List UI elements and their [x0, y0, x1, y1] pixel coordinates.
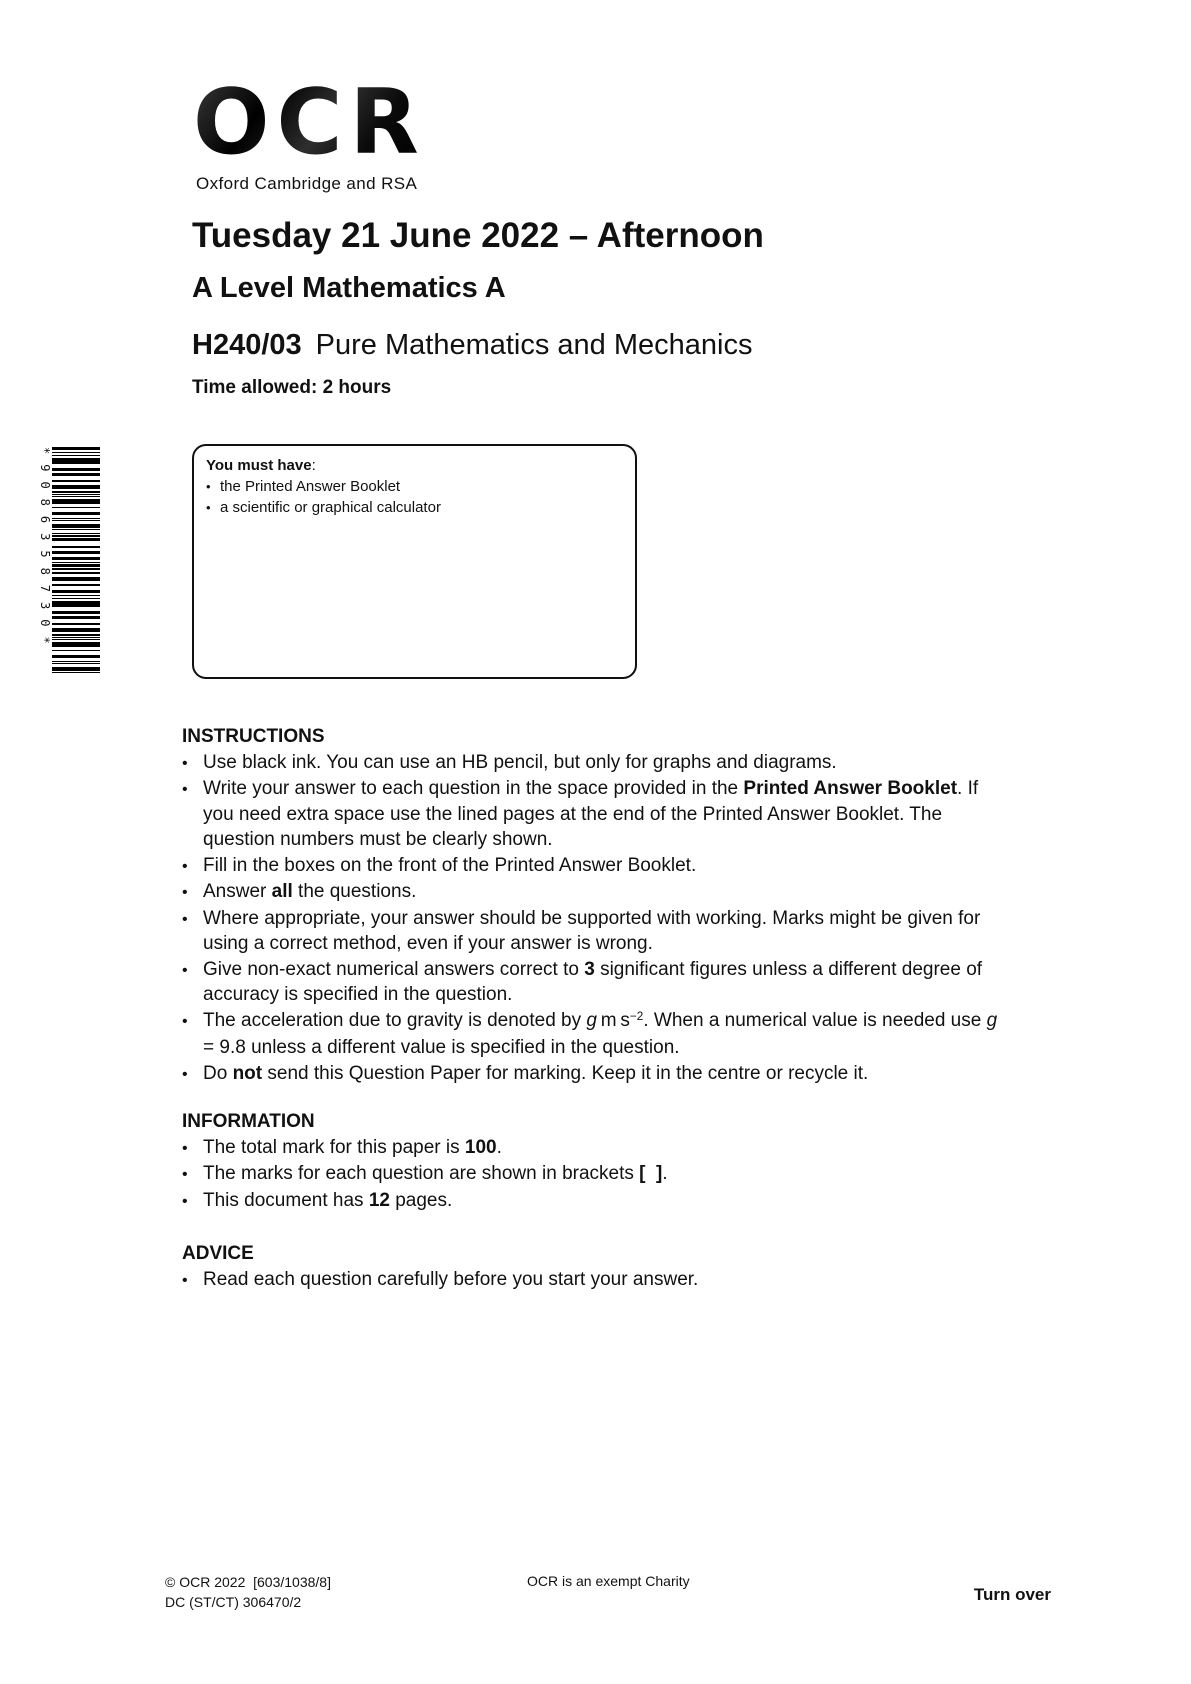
must-have-list [206, 476, 623, 518]
bullet-marker [182, 1008, 203, 1061]
paper-code-line [192, 329, 752, 362]
footer-charity: OCR is an exempt Charity [527, 1573, 690, 1589]
bullet-marker [182, 853, 203, 880]
instruction-item [182, 906, 1015, 957]
instruction-text: Do not send this Question Paper for marking. Keep it in the centre or recycle it. [203, 1062, 869, 1084]
instruction-text: Fill in the boxes on the front of the Printed Answer Booklet. [203, 854, 697, 876]
advice-heading: ADVICE [182, 1243, 254, 1264]
instructions-list [182, 750, 1015, 1088]
bullet-marker [206, 497, 220, 518]
bullet-marker [182, 879, 203, 906]
information-item [182, 1161, 1015, 1188]
instruction-item [182, 853, 1015, 880]
information-list [182, 1135, 1015, 1215]
bullet-marker [182, 1267, 203, 1294]
instructions-heading: INSTRUCTIONS [182, 726, 325, 747]
barcode-number: *9086358730* [38, 447, 52, 654]
footer-ref: DC (ST/CT) 306470/2 [165, 1594, 302, 1610]
must-have-item-text: a scientific or graphical calculator [220, 499, 441, 516]
turn-over-label: Turn over [973, 1585, 1051, 1604]
information-item [182, 1135, 1015, 1162]
bullet-marker [182, 1161, 203, 1188]
must-have-item [206, 476, 623, 497]
instruction-text: Write your answer to each question in the space provided in the Printed Answer Booklet. If you need extra space use the lined pages at the end of the Printed Answer Booklet. The question numbers must be clearly shown. [203, 778, 979, 850]
instruction-item [182, 1061, 1015, 1088]
instruction-item [182, 879, 1015, 906]
information-text: The total mark for this paper is 100. [203, 1136, 502, 1158]
instruction-text: The acceleration due to gravity is denoted by g m $s^{-2}$. When a numerical value is needed use g = 9.8 unless a different value is specified in the question. [203, 1009, 998, 1058]
information-text: The marks for each question are shown in brackets [ ]. [203, 1163, 668, 1184]
instruction-item [182, 776, 1015, 853]
information-heading: INFORMATION [182, 1111, 315, 1132]
advice-text: Read each question carefully before you start your answer. [203, 1268, 699, 1290]
must-have-title: You must have: [206, 457, 316, 474]
instruction-text: Use black ink. You can use an HB pencil, but only for graphs and diagrams. [203, 751, 837, 773]
bullet-marker [182, 750, 203, 777]
must-have-item-text: the Printed Answer Booklet [220, 478, 401, 495]
bullet-marker [182, 1061, 203, 1088]
instructions-section [182, 724, 1015, 1087]
instruction-item [182, 750, 1015, 777]
ocr-logo-tagline: Oxford Cambridge and RSA [196, 174, 418, 193]
instruction-text: Where appropriate, your answer should be supported with working. Marks might be given for using a correct method, even if your answer is wrong. [203, 907, 981, 954]
advice-section [182, 1241, 1015, 1293]
time-allowed: Time allowed: 2 hours [192, 377, 392, 398]
ocr-logo: OCR [193, 70, 426, 175]
bullet-marker [182, 776, 203, 853]
instruction-text: Answer all the questions. [203, 881, 417, 902]
barcode-number-wrap [36, 447, 52, 675]
bullet-marker [182, 1188, 203, 1215]
instruction-item [182, 957, 1015, 1008]
qualification-title: A Level Mathematics A [192, 272, 506, 304]
barcode [52, 447, 100, 675]
exam-date-title: Tuesday 21 June 2022 – Afternoon [192, 216, 764, 255]
advice-item [182, 1267, 1015, 1294]
information-section [182, 1109, 1015, 1214]
advice-list [182, 1267, 1015, 1294]
information-item [182, 1188, 1015, 1215]
paper-code: H240/03 [192, 329, 302, 361]
instruction-text: Give non-exact numerical answers correct to 3 significant figures unless a different degree of accuracy is specified in the question. [203, 958, 983, 1005]
instruction-item [182, 1008, 1015, 1061]
bullet-marker [206, 476, 220, 497]
paper-name: Pure Mathematics and Mechanics [315, 329, 753, 361]
information-text: This document has 12 pages. [203, 1189, 453, 1211]
bullet-marker [182, 906, 203, 957]
must-have-box [192, 444, 637, 679]
footer-left [165, 1572, 331, 1612]
bullet-marker [182, 957, 203, 1008]
bullet-marker [182, 1135, 203, 1162]
must-have-item [206, 497, 623, 518]
footer-copyright: © OCR 2022 [603/1038/8] [165, 1574, 331, 1590]
